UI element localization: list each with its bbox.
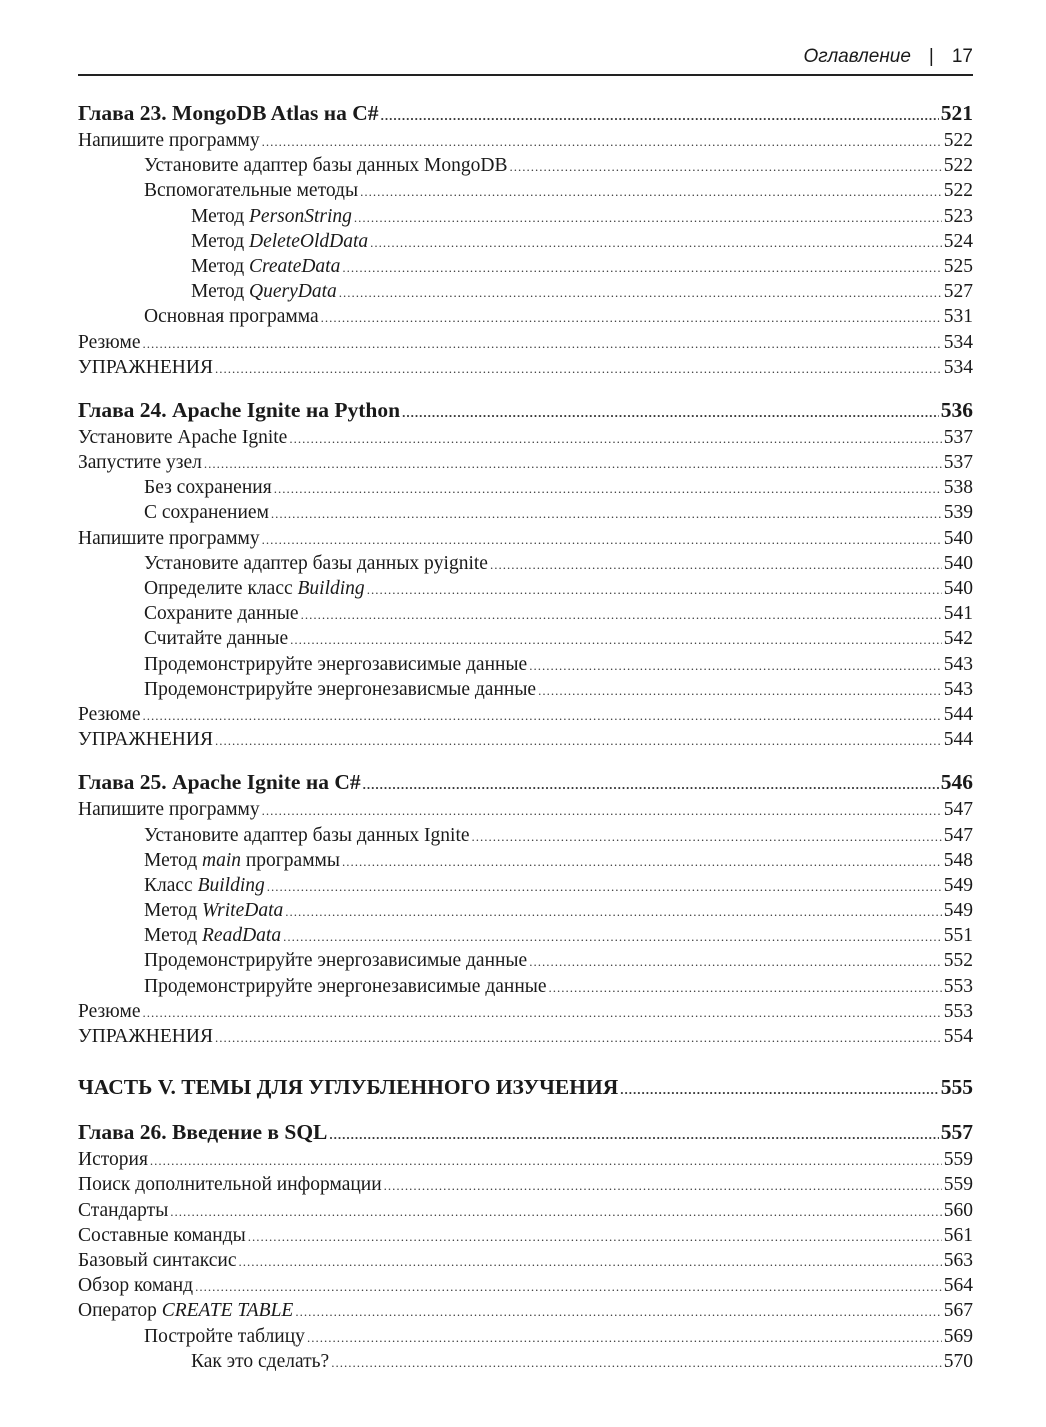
toc-entry[interactable]: Напишите программу ..... 547	[78, 797, 973, 822]
toc-entry[interactable]: Продемонстрируйте энергозависимые данные ..... 552	[78, 948, 973, 973]
toc-entry[interactable]: Метод PersonString ..... 523	[78, 204, 973, 229]
toc-entry[interactable]: Резюме ..... 534	[78, 330, 973, 355]
toc-chapter-24[interactable]: Глава 24. Apache Ignite на Python ..... 536	[78, 396, 973, 425]
toc-entry[interactable]: Как это сделать? ..... 570	[78, 1349, 973, 1374]
toc-entry[interactable]: Основная программа ..... 531	[78, 304, 973, 329]
toc-entry[interactable]: Установите адаптер базы данных MongoDB ..... 522	[78, 153, 973, 178]
toc-entry[interactable]: Резюме ..... 553	[78, 999, 973, 1024]
toc-entry[interactable]: Метод WriteData ..... 549	[78, 898, 973, 923]
toc-entry[interactable]: Класс Building ..... 549	[78, 873, 973, 898]
toc-entry[interactable]: УПРАЖНЕНИЯ ..... 534	[78, 355, 973, 380]
toc-entry[interactable]: УПРАЖНЕНИЯ ..... 554	[78, 1024, 973, 1049]
toc-entry[interactable]: УПРАЖНЕНИЯ ..... 544	[78, 727, 973, 752]
header-separator: |	[928, 46, 934, 67]
toc-entry[interactable]: Постройте таблицу ..... 569	[78, 1324, 973, 1349]
toc-entry[interactable]: Поиск дополнительной информации ..... 559	[78, 1172, 973, 1197]
toc-entry[interactable]: Напишите программу ..... 522	[78, 128, 973, 153]
toc-entry[interactable]: Продемонстрируйте энергонезависмые данные ..... 543	[78, 677, 973, 702]
toc-entry[interactable]: Стандарты ..... 560	[78, 1198, 973, 1223]
toc-chapter-26[interactable]: Глава 26. Введение в SQL ..... 557	[78, 1118, 973, 1147]
toc-entry[interactable]: Установите Apache Ignite ..... 537	[78, 425, 973, 450]
toc-entry[interactable]: Установите адаптер базы данных Ignite ..... 547	[78, 823, 973, 848]
toc-entry[interactable]: Метод main программы ..... 548	[78, 848, 973, 873]
toc-entry[interactable]: Продемонстрируйте энергонезависимые данные ..... 553	[78, 974, 973, 999]
toc-entry[interactable]: Метод QueryData ..... 527	[78, 279, 973, 304]
toc-entry[interactable]: С сохранением ..... 539	[78, 500, 973, 525]
toc-entry[interactable]: Сохраните данные ..... 541	[78, 601, 973, 626]
toc-entry[interactable]: Метод CreateData ..... 525	[78, 254, 973, 279]
toc-entry[interactable]: Считайте данные ..... 542	[78, 626, 973, 651]
toc-entry[interactable]: Запустите узел ..... 537	[78, 450, 973, 475]
toc-entry[interactable]: Метод ReadData ..... 551	[78, 923, 973, 948]
toc-entry[interactable]: Без сохранения ..... 538	[78, 475, 973, 500]
header-page-number: 17	[951, 46, 973, 67]
table-of-contents	[78, 99, 973, 1374]
toc-entry[interactable]: Обзор команд ..... 564	[78, 1273, 973, 1298]
toc-entry[interactable]: Резюме ..... 544	[78, 702, 973, 727]
toc-chapter-23[interactable]: Глава 23. MongoDB Atlas на C# ..... 521	[78, 99, 973, 128]
running-header	[78, 46, 973, 76]
header-section-title: Оглавление	[803, 46, 911, 67]
toc-entry[interactable]: Определите класс Building ..... 540	[78, 576, 973, 601]
toc-entry[interactable]: Установите адаптер базы данных pyignite ..... 540	[78, 551, 973, 576]
toc-part-5[interactable]: ЧАСТЬ V. ТЕМЫ ДЛЯ УГЛУБЛЕННОГО ИЗУЧЕНИЯ ..... 555	[78, 1073, 973, 1102]
toc-entry[interactable]: Оператор CREATE TABLE ..... 567	[78, 1298, 973, 1323]
toc-entry[interactable]: Продемонстрируйте энергозависимые данные ..... 543	[78, 652, 973, 677]
toc-entry[interactable]: Вспомогательные методы ..... 522	[78, 178, 973, 203]
toc-entry[interactable]: Составные команды ..... 561	[78, 1223, 973, 1248]
toc-entry[interactable]: Базовый синтаксис ..... 563	[78, 1248, 973, 1273]
toc-entry[interactable]: История ..... 559	[78, 1147, 973, 1172]
toc-entry[interactable]: Метод DeleteOldData ..... 524	[78, 229, 973, 254]
toc-chapter-25[interactable]: Глава 25. Apache Ignite на C# ..... 546	[78, 768, 973, 797]
toc-entry[interactable]: Напишите программу ..... 540	[78, 526, 973, 551]
